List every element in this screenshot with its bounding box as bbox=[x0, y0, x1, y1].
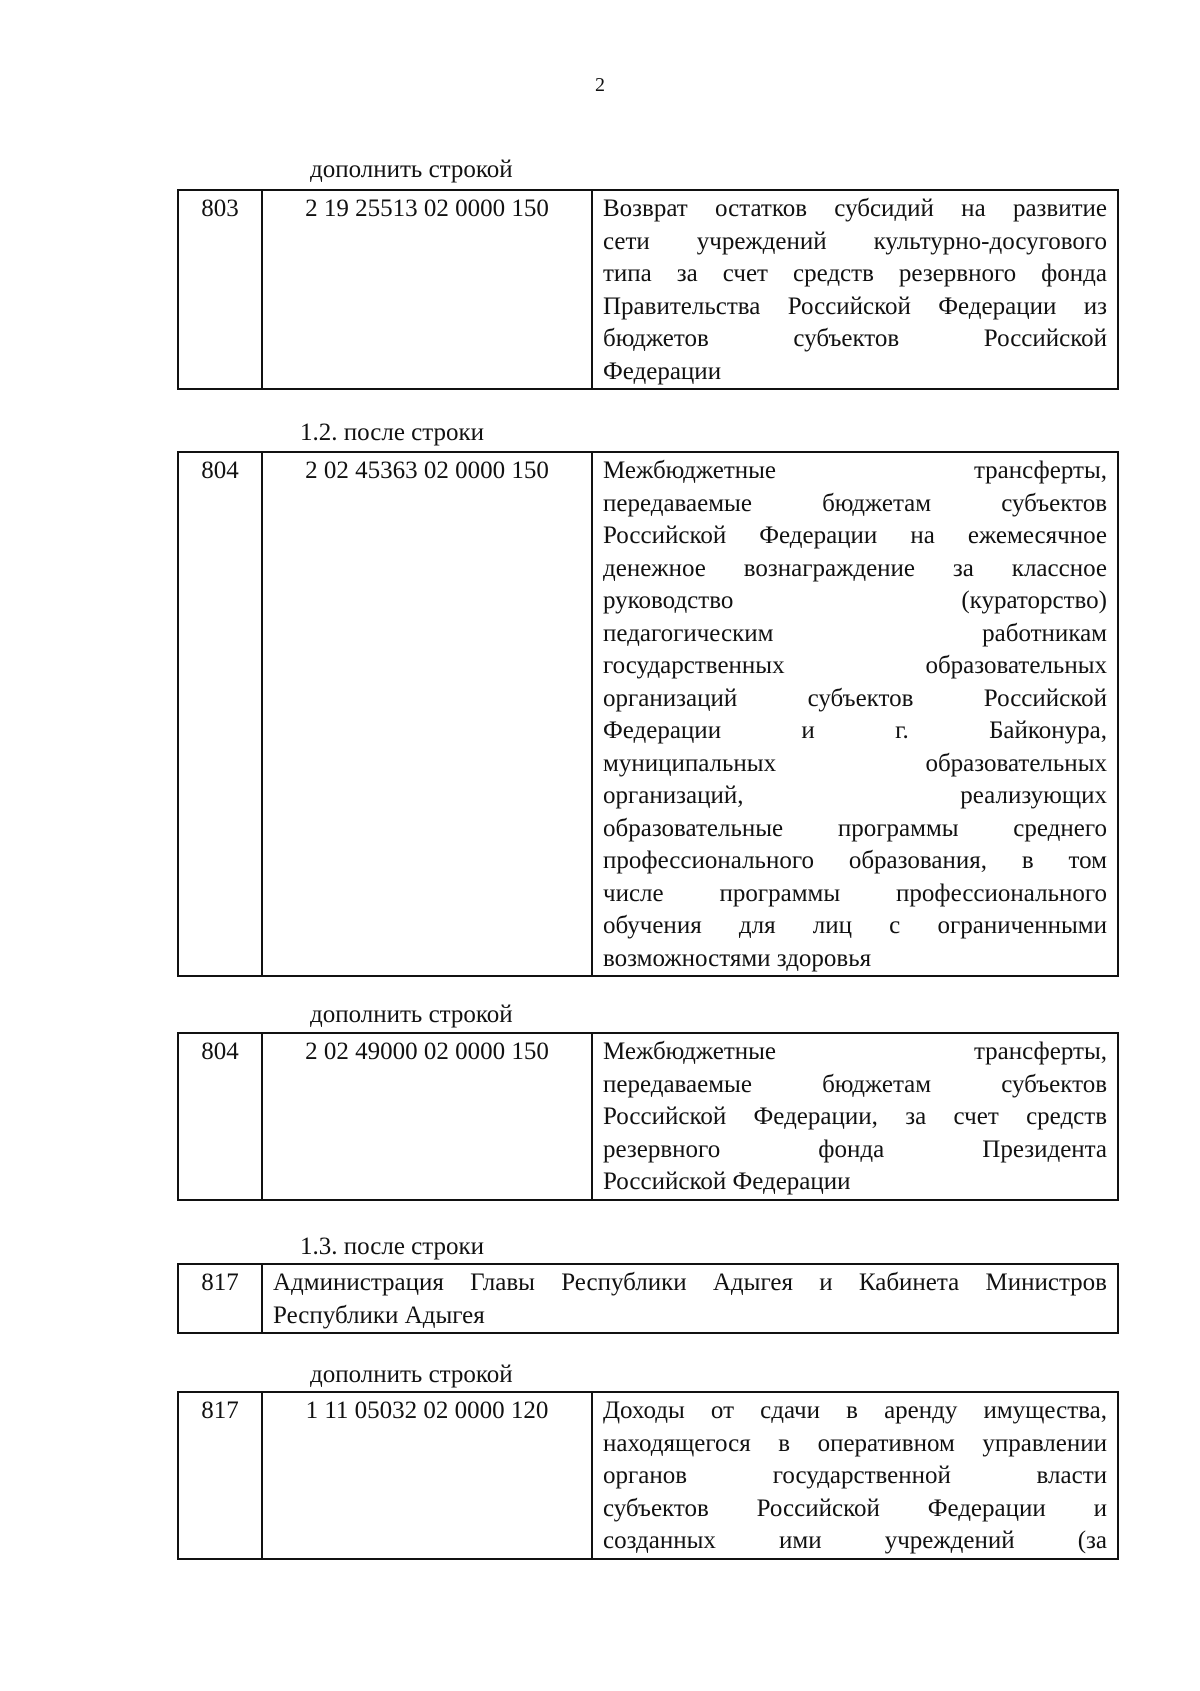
text-line: организаций субъектов Российской bbox=[603, 684, 1107, 712]
revenue-table bbox=[177, 451, 1119, 977]
admin-code-cell: 804 bbox=[178, 452, 262, 976]
admin-code-cell: 804 bbox=[178, 1033, 262, 1200]
admin-code-cell: 803 bbox=[178, 190, 262, 389]
text-line: числе программы профессионального bbox=[603, 879, 1107, 907]
text-line: образовательные программы среднего bbox=[603, 814, 1107, 842]
text-line: Администрация Главы Республики Адыгея и Кабинета Министров bbox=[273, 1269, 1107, 1296]
text-line: государственных образовательных bbox=[603, 652, 1107, 679]
revenue-table bbox=[177, 189, 1119, 390]
revenue-name-cell bbox=[592, 190, 1118, 389]
section-caption: дополнить строкой bbox=[310, 1001, 513, 1028]
text-line: Российской Федерации на ежемесячное bbox=[603, 522, 1107, 549]
text-line: Правительства Российской Федерации из bbox=[603, 292, 1107, 320]
text-line: Российской Федерации, за счет средств bbox=[603, 1103, 1107, 1130]
text-line: Республики Адыгея bbox=[273, 1301, 485, 1329]
text-line: созданных ими учреждений (за bbox=[603, 1527, 1107, 1554]
revenue-name-cell bbox=[592, 1033, 1118, 1200]
kbk-code-cell: 2 19 25513 02 0000 150 bbox=[262, 190, 592, 389]
text-line: типа за счет средств резервного фонда bbox=[603, 260, 1107, 287]
text-line: Федерации bbox=[603, 357, 722, 385]
administrator-name-cell bbox=[262, 1264, 1118, 1333]
table-row bbox=[178, 1033, 1118, 1200]
kbk-code-cell: 2 02 45363 02 0000 150 bbox=[262, 452, 592, 976]
administrator-table bbox=[177, 1263, 1119, 1334]
text-line: возможностями здоровья bbox=[603, 944, 872, 972]
text-line: обучения для лиц с ограниченными bbox=[603, 912, 1107, 939]
section-caption: 1.2. после строки bbox=[300, 419, 485, 446]
text-line: Межбюджетные трансферты, bbox=[603, 457, 1107, 484]
section-caption: дополнить строкой bbox=[310, 1361, 513, 1388]
text-line: педагогическим работникам bbox=[603, 619, 1107, 647]
admin-code-cell: 817 bbox=[178, 1392, 262, 1559]
section-caption: 1.3. после строки bbox=[300, 1233, 485, 1260]
table-row bbox=[178, 452, 1118, 976]
text-line: денежное вознаграждение за классное bbox=[603, 554, 1107, 582]
revenue-name-cell bbox=[592, 452, 1118, 976]
table-row bbox=[178, 190, 1118, 389]
text-line: руководство (кураторство) bbox=[603, 587, 1107, 614]
text-line: субъектов Российской Федерации и bbox=[603, 1494, 1107, 1522]
text-line: сети учреждений культурно-досугового bbox=[603, 227, 1107, 255]
text-line: Возврат остатков субсидий на развитие bbox=[603, 195, 1107, 222]
text-line: бюджетов субъектов Российской bbox=[603, 325, 1107, 352]
page-number: 2 bbox=[595, 74, 605, 96]
text-line: передаваемые бюджетам субъектов bbox=[603, 1070, 1107, 1098]
text-line: муниципальных образовательных bbox=[603, 749, 1107, 777]
text-line: передаваемые бюджетам субъектов bbox=[603, 489, 1107, 517]
revenue-table bbox=[177, 1391, 1119, 1560]
revenue-name-cell bbox=[592, 1392, 1118, 1559]
text-line: профессионального образования, в том bbox=[603, 847, 1107, 874]
section-caption: дополнить строкой bbox=[310, 156, 513, 183]
kbk-code-cell: 2 02 49000 02 0000 150 bbox=[262, 1033, 592, 1200]
admin-code-cell: 817 bbox=[178, 1264, 262, 1333]
text-line: находящегося в оперативном управлении bbox=[603, 1429, 1107, 1457]
text-line: органов государственной власти bbox=[603, 1462, 1107, 1489]
text-line: Российской Федерации bbox=[603, 1168, 851, 1195]
table-row bbox=[178, 1264, 1118, 1333]
revenue-table bbox=[177, 1032, 1119, 1201]
table-row bbox=[178, 1392, 1118, 1559]
kbk-code-cell: 1 11 05032 02 0000 120 bbox=[262, 1392, 592, 1559]
text-line: Федерации и г. Байконура, bbox=[603, 717, 1107, 744]
text-line: организаций, реализующих bbox=[603, 782, 1107, 809]
text-line: Доходы от сдачи в аренду имущества, bbox=[603, 1397, 1107, 1424]
text-line: резервного фонда Президента bbox=[603, 1135, 1107, 1163]
text-line: Межбюджетные трансферты, bbox=[603, 1038, 1107, 1065]
